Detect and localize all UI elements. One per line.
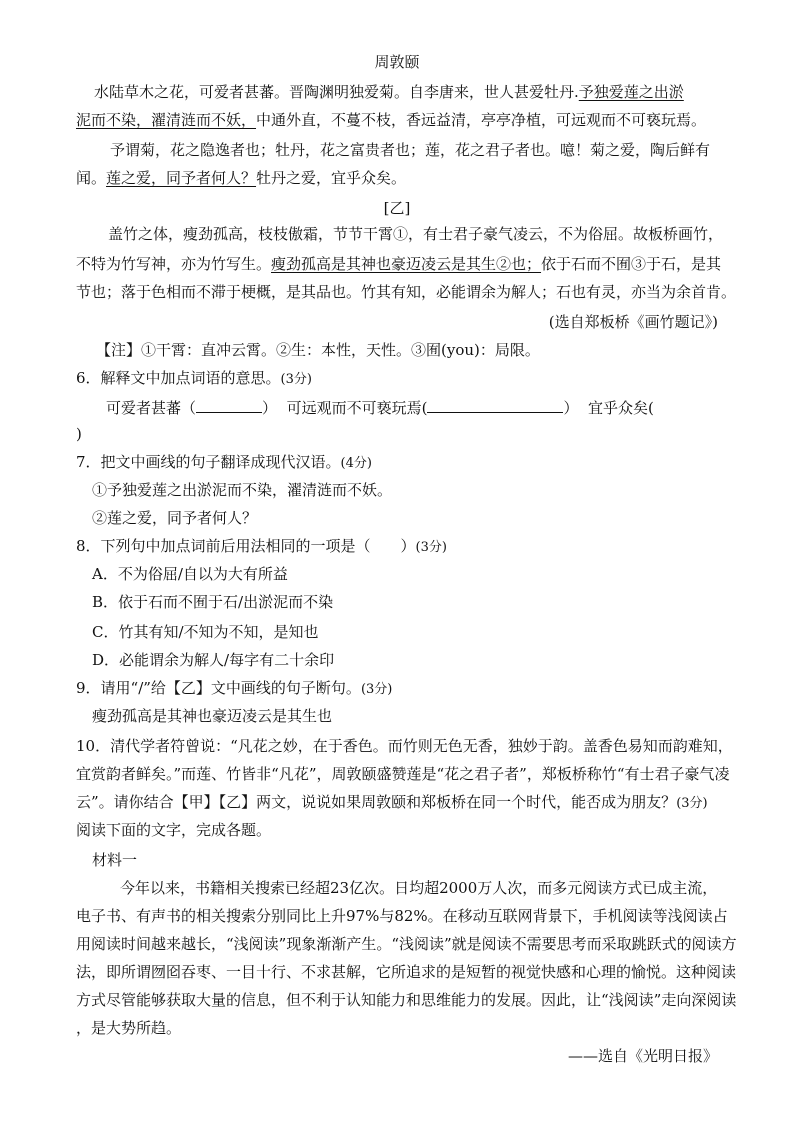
q7-sentence1: ①予独爱莲之出淤泥而不染，濯清涟而不妖。 [92, 481, 393, 499]
q6-word1: 可爱者甚蕃（ [106, 399, 197, 417]
q6-blank2[interactable] [427, 398, 563, 413]
q8-score: (3分) [415, 540, 447, 555]
q8-option-c[interactable]: C．竹其有知/不知为不知，是知也 [92, 623, 319, 641]
jia-p2-text: 闻。 [76, 169, 107, 187]
q6-score: (3分) [280, 372, 312, 387]
jia-p1-line2 [76, 110, 706, 130]
yi-heading: [乙] [383, 199, 411, 217]
reading-label: 材料一 [92, 851, 138, 869]
reading-line2: 电子书、有声书的相关搜索分别同比上升97%与82%。在移动互联网背景下，手机阅读等浅阅读占 [76, 907, 728, 925]
q6-close1: ） [262, 399, 278, 417]
q8-option-d[interactable]: D．必能谓余为解人/每字有二十余印 [92, 651, 335, 669]
q6-stem [76, 368, 312, 390]
q10-line3 [76, 792, 708, 814]
q6-word2: 可远观而不可亵玩焉( [286, 399, 428, 417]
q8-option-b[interactable]: B．依于石而不囿于石/出淤泥而不染 [92, 593, 334, 611]
reading-line5: 方式尽管能够获取大量的信息，但不利于认知能力和思维能力的发展。因此，让“浅阅读”走向深阅读 [76, 991, 737, 1009]
q10-score: (3分) [676, 796, 708, 811]
q6-close3: ) [76, 425, 82, 443]
q8-option-a[interactable]: A．不为俗屈/自以为大有所益 [92, 565, 288, 583]
q10-line1: 10．清代学者符曾说：“凡花之妙，在于香色。而竹则无色无香，独妙于韵。盖香色易知而韵难知， [76, 737, 733, 755]
q7-stem-text: 7．把文中画线的句子翻译成现代汉语。 [76, 453, 341, 471]
yi-text-b: 依于石而不囿③于石，是其 [541, 255, 722, 273]
q6-stem-text: 6．解释文中加点词语的意思。 [76, 369, 281, 387]
yi-line2 [76, 254, 721, 274]
reading-source: ——选自《光明日报》 [567, 1047, 718, 1065]
jia-p2-line1: 予谓菊，花之隐逸者也；牡丹，花之富贵者也；莲，花之君子者也。噫！菊之爱，陶后鲜有 [110, 141, 711, 159]
q6-blank1[interactable] [196, 398, 262, 413]
reading-line1: 今年以来，书籍相关搜索已经超23亿次。日均超2000万人次，而多元阅读方式已成主流， [120, 879, 718, 897]
q7-score: (4分) [340, 456, 372, 471]
author-title: 周敦颐 [374, 53, 420, 71]
yi-note: 【注】①干霄：直冲云霄。②生：本性，天性。③囿(you)：局限。 [96, 341, 540, 359]
q8-stem-text: 8．下列句中加点词前后用法相同的一项是（ ） [76, 537, 416, 555]
q8-stem [76, 536, 447, 558]
jia-p1-text: 水陆草木之花，可爱者甚蕃。晋陶渊明独爱菊。自李唐来，世人甚爱牡丹. [94, 83, 579, 101]
reading-intro: 阅读下面的文字，完成各题。 [76, 821, 272, 839]
jia-p2-underlined: 莲之爱，同予者何人？ [106, 169, 257, 187]
jia-p2-line2 [76, 168, 406, 188]
q9-stem [76, 678, 392, 700]
reading-line4: 法，即所谓囫囵吞枣、一目十行、不求甚解，它所追求的是短暂的视觉快感和心理的愉悦。这种阅读 [76, 963, 737, 981]
jia-p1-line1 [94, 82, 684, 102]
q6-close2: ） [563, 399, 579, 417]
q6-word3: 宜乎众矣( [588, 399, 654, 417]
yi-underlined: 瘦劲孤高是其神也豪迈凌云是其生②也； [271, 255, 542, 273]
yi-line3: 节也；落于色相而不滞于梗概，是其品也。竹其有知，必能谓余为解人；石也有灵，亦当为余首肯。 [76, 283, 737, 301]
jia-p1-underlined-a: 予独爱莲之出淤 [578, 83, 684, 101]
q7-stem [76, 452, 372, 474]
q6-items [106, 398, 654, 418]
q10-line3-text: 云”。请你结合【甲】【乙】两文，说说如果周敦颐和郑板桥在同一个时代，能否成为朋友？ [76, 793, 677, 811]
jia-p1-text-b: 中通外直，不蔓不枝，香远益清，亭亭净植，可远观而不可亵玩焉。 [256, 111, 707, 129]
yi-source: (选自郑板桥《画竹题记》) [548, 313, 718, 331]
q10-line2: 宜赏韵者鲜矣。”而莲、竹皆非“凡花”，周敦颐盛赞莲是“花之君子者”，郑板桥称竹“有士君子豪气凌 [76, 765, 730, 783]
q7-sentence2: ②莲之爱，同予者何人？ [92, 509, 258, 527]
yi-text: 不特为竹写神，亦为竹写生。 [76, 255, 272, 273]
q9-score: (3分) [360, 682, 393, 697]
jia-p1-underlined-b: 泥而不染，濯清涟而不妖， [76, 111, 257, 129]
reading-line6: ，是大势所趋。 [76, 1019, 182, 1037]
reading-line3: 用阅读时间越来越长，“浅阅读”现象渐渐产生。“浅阅读”就是阅读不需要思考而采取跳跃式的阅读方 [76, 935, 737, 953]
yi-line1: 盖竹之体，瘦劲孤高，枝枝傲霜，节节干霄①，有士君子豪气凌云，不为俗屈。故板桥画竹， [108, 225, 724, 243]
q9-sentence: 瘦劲孤高是其神也豪迈凌云是其生也 [92, 707, 333, 725]
jia-p2-text-b: 牡丹之爱，宜乎众矣。 [256, 169, 407, 187]
q9-stem-text: 9．请用“/”给【乙】文中画线的句子断句。 [76, 679, 361, 697]
